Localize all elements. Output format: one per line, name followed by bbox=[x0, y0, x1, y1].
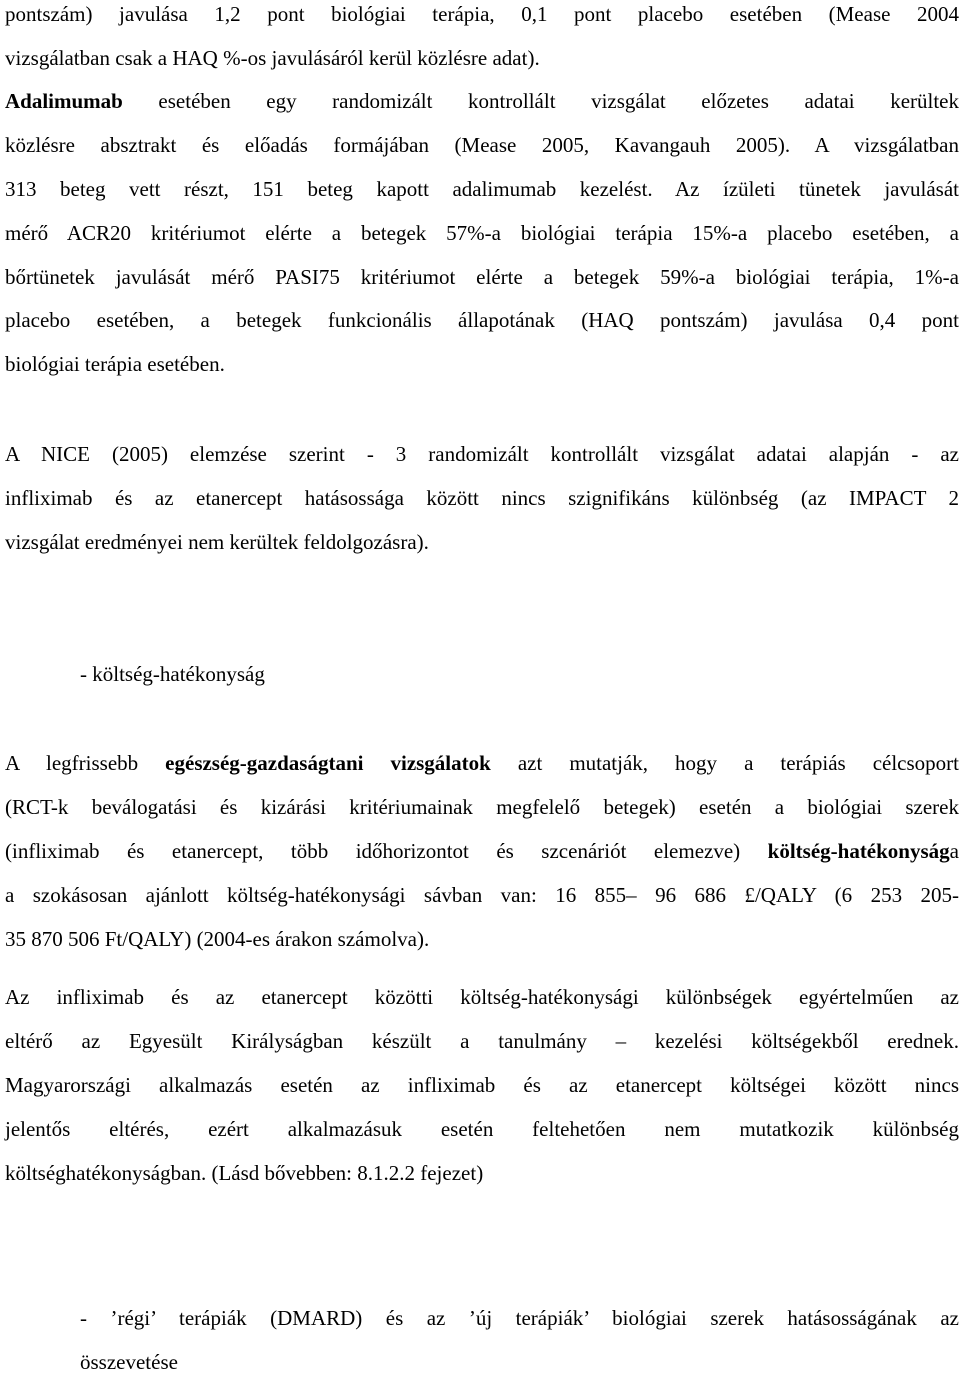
text-line: összevetése bbox=[80, 1349, 178, 1374]
section-heading-dmard-comparison bbox=[80, 1297, 959, 1385]
paragraph-adalimumab bbox=[5, 80, 959, 387]
text-line: Az infliximab és az etanercept közötti költség-hatékonysági különbségek egyértelműen az bbox=[5, 985, 959, 1009]
text-line: Magyarországi alkalmazás esetén az infliximab és az etanercept költségei között nincs bbox=[5, 1072, 959, 1097]
text-segment: esetében egy randomizált kontrollált vizsgálat előzetes adatai kerültek bbox=[122, 89, 959, 113]
section-heading-cost-effectiveness: - költség-hatékonyság bbox=[80, 662, 265, 686]
text-line: eltérő az Egyesült Királyságban készült a tanulmány – kezelési költségekből erednek. bbox=[5, 1028, 959, 1053]
text-line: bőrtünetek javulását mérő PASI75 kritériumot elérte a betegek 59%-a biológiai terápia, 1%-a bbox=[5, 264, 959, 289]
text-line: vizsgálatban csak a HAQ %-os javulásáról kerül közlésre adat). bbox=[5, 45, 540, 70]
drug-name-bold: Adalimumab bbox=[5, 89, 123, 113]
text-line: vizsgálat eredményei nem kerültek feldolgozásra). bbox=[5, 529, 429, 554]
paragraph-nice-2005 bbox=[5, 433, 959, 565]
text-segment: azt mutatják, hogy a terápiás célcsoport bbox=[490, 751, 960, 775]
text-line: költséghatékonyságban. (Lásd bővebben: 8.1.2.2 fejezet) bbox=[5, 1160, 484, 1185]
text-line bbox=[5, 830, 959, 874]
text-line: jelentős eltérés, ezért alkalmazásuk esetén feltehetően nem mutatkozik különbség bbox=[5, 1116, 959, 1141]
bold-phrase: költség-hatékonyság bbox=[767, 838, 950, 863]
text-segment: A legfrissebb bbox=[5, 751, 166, 775]
text-line: 313 beteg vett részt, 151 beteg kapott adalimumab kezelést. Az ízületi tünetek javulását bbox=[5, 176, 959, 201]
text-line bbox=[5, 742, 959, 786]
text-line: (RCT-k beválogatási és kizárási kritériumainak megfelelő betegek) esetén a biológiai szerek bbox=[5, 794, 959, 819]
text-line: A NICE (2005) elemzése szerint - 3 randomizált kontrollált vizsgálat adatai alapján - az bbox=[5, 442, 959, 466]
text-line: placebo esetében, a betegek funkcionális állapotának (HAQ pontszám) javulása 0,4 pont bbox=[5, 308, 959, 333]
paragraph-uk-costs bbox=[5, 976, 959, 1195]
text-line: infliximab és az etanercept hatásossága között nincs szignifikáns különbség (az IMPACT 2 bbox=[5, 485, 959, 510]
text-line: közlésre absztrakt és előadás formájában (Mease 2005, Kavangauh 2005). A vizsgálatban bbox=[5, 132, 959, 157]
bold-phrase: egészség-gazdaságtani vizsgálatok bbox=[165, 751, 491, 775]
text-line: pontszám) javulása 1,2 pont biológiai terápia, 0,1 pont placebo esetében (Mease 2004 bbox=[5, 2, 959, 26]
text-line: 35 870 506 Ft/QALY) (2004-es árakon számolva). bbox=[5, 926, 430, 951]
paragraph-health-economics bbox=[5, 742, 959, 961]
text-segment: a bbox=[949, 838, 959, 863]
text-line bbox=[5, 80, 959, 124]
text-line: mérő ACR20 kritériumot elérte a betegek 57%-a biológiai terápia 15%-a placebo esetében, a bbox=[5, 220, 959, 245]
text-line: a szokásosan ajánlott költség-hatékonysági sávban van: 16 855– 96 686 £/QALY (6 253 205- bbox=[5, 882, 959, 907]
text-line: biológiai terápia esetében. bbox=[5, 352, 225, 377]
text-line: - ’régi’ terápiák (DMARD) és az ’új terápiák’ biológiai szerek hatásosságának az bbox=[80, 1306, 959, 1330]
text-segment: (infliximab és etanercept, több időhorizontot és szcenáriót elemezve) bbox=[5, 838, 768, 863]
paragraph-mease-haq bbox=[5, 0, 959, 81]
